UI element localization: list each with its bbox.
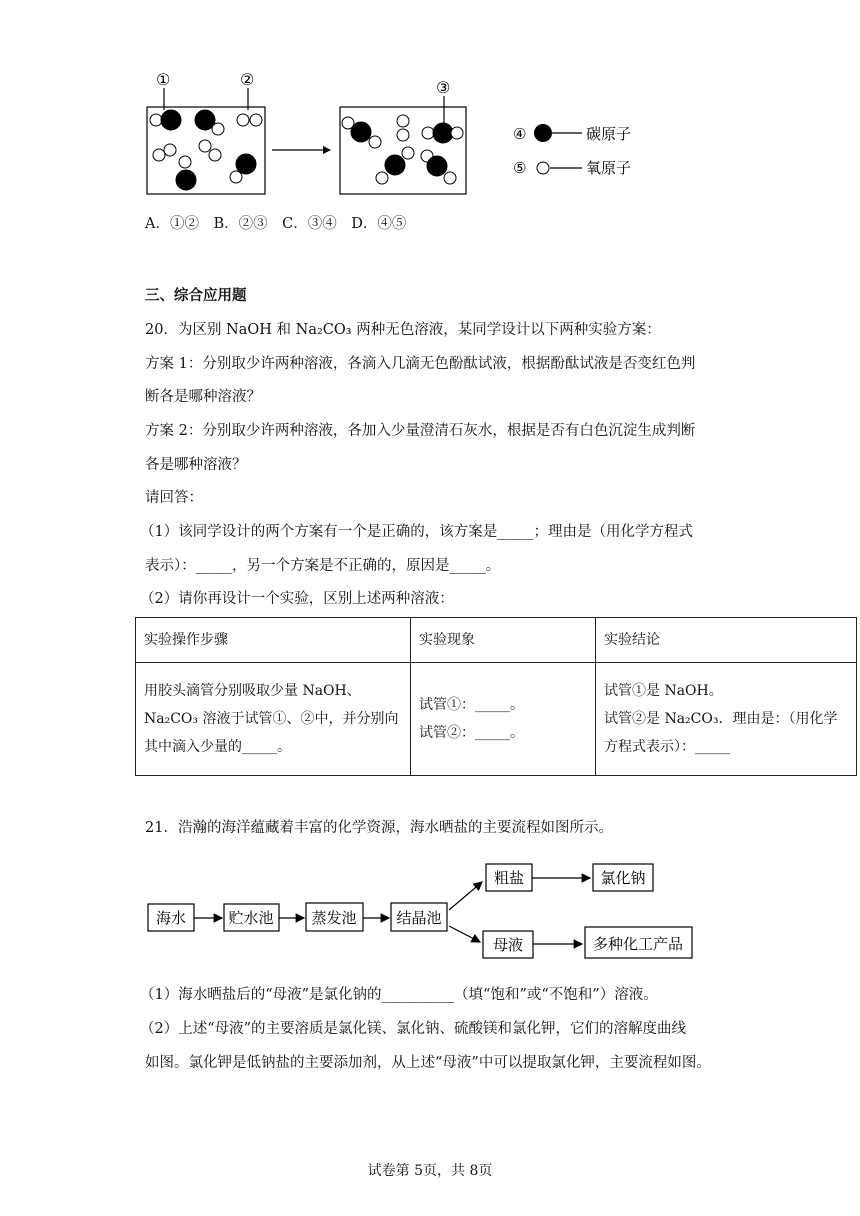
- conclusion-line-3: 方程式表示）：_____: [604, 739, 730, 755]
- legend-oxygen-marker: ⑤: [513, 159, 527, 177]
- flow-storage-pool: 贮水池: [228, 909, 274, 927]
- q20-part1-line2: 表示）：_____，另一个方案是不正确的，原因是_____。: [145, 558, 501, 574]
- table-header-row: [136, 618, 857, 663]
- legend-carbon-marker: ④: [513, 125, 527, 143]
- flow-crystallization-pool: 结晶池: [396, 909, 442, 927]
- product-molecules: [342, 115, 463, 184]
- reactant-molecules: [150, 110, 262, 190]
- conclusion-cell: [596, 663, 857, 776]
- flow-crude-salt: 粗盐: [493, 869, 525, 887]
- q21-part2-line1: （2）上述“母液”的主要溶质是氯化镁、氯化钠、硫酸镁和氯化钾，它们的溶解度曲线: [140, 1021, 687, 1037]
- legend-carbon-label: 碳原子: [586, 125, 632, 143]
- section-title: 三、综合应用题: [145, 287, 247, 304]
- q20-plan1-line2: 断各是哪种溶液？: [145, 389, 261, 405]
- marker-3: ③: [436, 78, 451, 97]
- conclusion-line-2: 试管②是 Na₂CO₃．理由是：（用化学: [604, 711, 838, 727]
- flow-sodium-chloride: 氯化钠: [600, 869, 646, 887]
- table-header-cell: 实验操作步骤: [136, 618, 411, 663]
- molecule-reaction-figure: [0, 60, 860, 270]
- experiment-step-cell: [136, 663, 411, 776]
- conclusion-line-1: 试管①是 NaOH。: [604, 683, 723, 699]
- step-line-1: 用胶头滴管分别吸取少量 NaOH、: [144, 683, 361, 699]
- q21-part1: （1）海水晒盐后的“母液”是氯化钠的__________（填“饱和”或“不饱和”）溶液。: [140, 987, 658, 1003]
- flow-evaporation-pool: 蒸发池: [311, 909, 357, 927]
- marker-1: ①: [156, 70, 171, 89]
- salt-flow-diagram: [0, 860, 860, 970]
- marker-2: ②: [240, 70, 255, 89]
- q20-stem: 20．为区别 NaOH 和 Na₂CO₃ 两种无色溶液，某同学设计以下两种实验方案：: [145, 322, 661, 338]
- legend-oxygen-label: 氧原子: [586, 159, 632, 177]
- flow-chemical-products: 多种化工产品: [592, 935, 684, 953]
- oxygen-atom-icon: [537, 162, 549, 174]
- q20-plan2-line1: 方案 2：分别取少许两种溶液，各加入少量澄清石灰水，根据是否有白色沉淀生成判断: [145, 423, 696, 439]
- q19-options: A．①② B．②③ C．③④ D．④⑤: [145, 216, 407, 232]
- q20-plan1-line1: 方案 1：分别取少许两种溶液，各滴入几滴无色酚酞试液，根据酚酞试液是否变红色判: [145, 356, 696, 372]
- phenomenon-cell: [411, 663, 596, 776]
- experiment-table: [135, 617, 857, 776]
- page-footer: 试卷第 5页，共 8页: [367, 1163, 493, 1179]
- phenomenon-line-2: 试管②：_____。: [419, 725, 524, 741]
- table-header-cell: 实验结论: [596, 618, 857, 663]
- table-header-cell: 实验现象: [411, 618, 596, 663]
- carbon-atom-icon: [534, 124, 552, 142]
- q20-plan2-line2: 各是哪种溶液？: [145, 457, 247, 473]
- q21-part2-line2: 如图。氯化钾是低钠盐的主要添加剂，从上述“母液”中可以提取氯化钾，主要流程如图。: [145, 1055, 711, 1071]
- flow-seawater: 海水: [155, 909, 187, 927]
- q20-part2: （2）请你再设计一个实验，区别上述两种溶液：: [140, 591, 454, 607]
- table-row: [136, 663, 857, 776]
- phenomenon-line-1: 试管①：_____。: [419, 697, 524, 713]
- q20-part1-line1: （1）该同学设计的两个方案有一个是正确的，该方案是_____；理由是（用化学方程式: [140, 524, 693, 540]
- q20-answer-prompt: 请回答：: [145, 490, 203, 506]
- q21-stem: 21．浩瀚的海洋蕴藏着丰富的化学资源，海水晒盐的主要流程如图所示。: [145, 820, 613, 836]
- flow-mother-liquor: 母液: [492, 936, 524, 954]
- step-line-3: 其中滴入少量的_____。: [144, 739, 291, 755]
- step-line-2: Na₂CO₃ 溶液于试管①、②中，并分别向: [144, 711, 399, 727]
